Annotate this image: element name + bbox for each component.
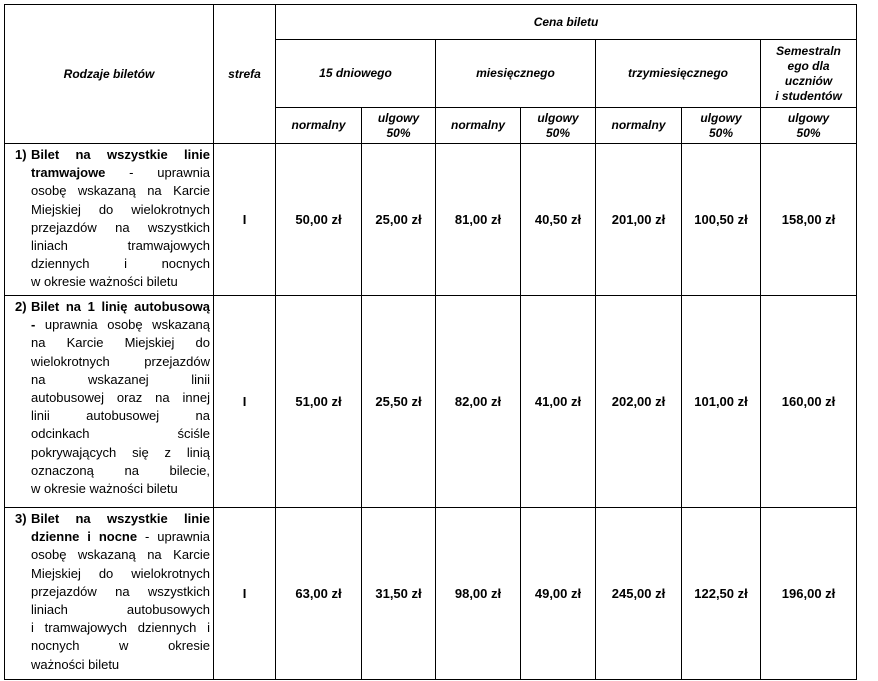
reduced-quarter-header: [682, 108, 761, 144]
ticket-types-header: Rodzaje biletów: [5, 5, 214, 144]
price-quarter-reduced: 122,50 zł: [682, 508, 761, 680]
reduced-percent: 50%: [708, 125, 734, 140]
ticket-description: [5, 296, 214, 508]
normal-month-header: normalny: [436, 108, 521, 144]
description-line: [9, 316, 210, 334]
description-line: [9, 353, 210, 371]
description-text: autobusowej oraz na innej: [31, 390, 210, 406]
description-text: na wskazanej linii: [31, 371, 210, 387]
reduced-semester-header: [761, 108, 857, 144]
zone-cell: I: [214, 296, 276, 508]
ticket-number: 3): [15, 511, 27, 526]
description-text: Miejskiej do wielokrotnych: [31, 565, 210, 581]
price-semester-reduced: 160,00 zł: [761, 296, 857, 508]
description-line: [9, 637, 210, 655]
price-quarter-normal: 201,00 zł: [596, 144, 682, 296]
reduced-percent: 50%: [545, 125, 571, 140]
price-15-reduced: 31,50 zł: [362, 508, 436, 680]
ticket-title: Bilet na 1 linię autobusową: [31, 299, 210, 314]
semester-line: i studentów: [775, 88, 842, 103]
price-semester-reduced: 196,00 zł: [761, 508, 857, 680]
price-month-reduced: 49,00 zł: [521, 508, 596, 680]
description-line: [9, 565, 210, 583]
description-text: osobę wskazaną na Karcie: [31, 183, 210, 199]
description-line: [9, 583, 210, 601]
period-quarterly-header: trzymiesięcznego: [596, 40, 761, 108]
ticket-number: 2): [15, 299, 27, 314]
price-quarter-normal: 202,00 zł: [596, 296, 682, 508]
reduced-label: ulgowy: [787, 110, 830, 125]
description-text: i tramwajowych dziennych i: [31, 620, 210, 636]
description-text: liniach autobusowych: [31, 602, 210, 618]
description-text: Miejskiej do wielokrotnych: [31, 201, 210, 217]
description-line: [9, 444, 210, 462]
ticket-title: dzienne i nocne: [31, 529, 138, 545]
ticket-description: [5, 508, 214, 680]
period-15-days-header: 15 dniowego: [276, 40, 436, 108]
description-text: w okresie ważności biletu: [31, 481, 178, 497]
description-line: [9, 407, 210, 425]
description-line: [9, 619, 210, 637]
price-semester-reduced: 158,00 zł: [761, 144, 857, 296]
description-text: w okresie ważności biletu: [31, 274, 178, 290]
ticket-price-table: [4, 4, 857, 680]
reduced-15-header: [362, 108, 436, 144]
ticket-description: [5, 144, 214, 296]
price-month-reduced: 41,00 zł: [521, 296, 596, 508]
description-line: [9, 371, 210, 389]
description-text: uprawnia osobę wskazaną: [35, 317, 210, 333]
reduced-label: ulgowy: [537, 110, 579, 125]
description-line: [9, 601, 210, 619]
price-15-normal: 63,00 zł: [276, 508, 362, 680]
description-line: [9, 546, 210, 564]
reduced-percent: 50%: [796, 125, 821, 140]
ticket-title: tramwajowe: [31, 165, 106, 181]
description-text: liniach tramwajowych: [31, 238, 210, 254]
ticket-title: Bilet na wszystkie linie: [31, 511, 210, 526]
semester-line: uczniów: [784, 73, 833, 88]
price-month-reduced: 40,50 zł: [521, 144, 596, 296]
description-line: [9, 480, 210, 498]
description-line: [9, 528, 210, 546]
zone-header: strefa: [214, 5, 276, 144]
description-line: [9, 201, 210, 219]
price-month-normal: 82,00 zł: [436, 296, 521, 508]
description-text: oznaczoną na bilecie,: [31, 462, 210, 478]
price-15-normal: 51,00 zł: [276, 296, 362, 508]
price-quarter-reduced: 100,50 zł: [682, 144, 761, 296]
table-row: [5, 144, 857, 296]
ticket-title: -: [31, 317, 36, 333]
description-line: [9, 389, 210, 407]
description-text: pokrywających się z linią: [31, 444, 210, 460]
price-15-normal: 50,00 zł: [276, 144, 362, 296]
semester-line: Semestraln: [776, 43, 841, 58]
table-row: [5, 508, 857, 680]
description-text: na Karcie Miejskiej do: [31, 335, 210, 351]
description-line: [9, 255, 210, 273]
description-text: linii autobusowej na: [31, 408, 210, 424]
description-text: odcinkach ściśle: [31, 426, 210, 442]
description-line: [9, 425, 210, 443]
description-line: [9, 298, 210, 316]
description-text: - uprawnia: [105, 165, 210, 181]
price-header: Cena biletu: [276, 5, 857, 40]
description-line: [9, 237, 210, 255]
table-row: [5, 296, 857, 508]
description-line: [9, 219, 210, 237]
reduced-label: ulgowy: [377, 110, 420, 125]
price-15-reduced: 25,00 zł: [362, 144, 436, 296]
price-month-normal: 98,00 zł: [436, 508, 521, 680]
description-text: dziennych i nocnych: [31, 256, 210, 272]
reduced-month-header: [521, 108, 596, 144]
description-line: [9, 510, 210, 528]
description-line: [9, 164, 210, 182]
zone-cell: I: [214, 508, 276, 680]
price-15-reduced: 25,50 zł: [362, 296, 436, 508]
reduced-percent: 50%: [386, 125, 411, 140]
description-text: wielokrotnych przejazdów: [31, 353, 210, 369]
price-quarter-reduced: 101,00 zł: [682, 296, 761, 508]
ticket-title: Bilet na wszystkie linie: [31, 147, 210, 162]
description-line: [9, 462, 210, 480]
normal-quarter-header: normalny: [596, 108, 682, 144]
description-text: przejazdów na wszystkich: [31, 583, 210, 599]
description-line: [9, 334, 210, 352]
semester-header: [761, 40, 857, 108]
period-monthly-header: miesięcznego: [436, 40, 596, 108]
price-quarter-normal: 245,00 zł: [596, 508, 682, 680]
description-text: przejazdów na wszystkich: [31, 219, 210, 235]
semester-line: ego dla: [787, 58, 830, 73]
description-text: osobę wskazaną na Karcie: [31, 547, 210, 563]
ticket-number: 1): [15, 147, 27, 162]
description-line: [9, 656, 210, 674]
description-text: - uprawnia: [137, 529, 211, 545]
description-text: ważności biletu: [31, 656, 120, 672]
description-line: [9, 182, 210, 200]
description-text: nocnych w okresie: [31, 638, 210, 654]
price-month-normal: 81,00 zł: [436, 144, 521, 296]
normal-15-header: normalny: [276, 108, 362, 144]
description-line: [9, 273, 210, 291]
zone-cell: I: [214, 144, 276, 296]
description-line: [9, 146, 210, 164]
reduced-label: ulgowy: [700, 110, 742, 125]
